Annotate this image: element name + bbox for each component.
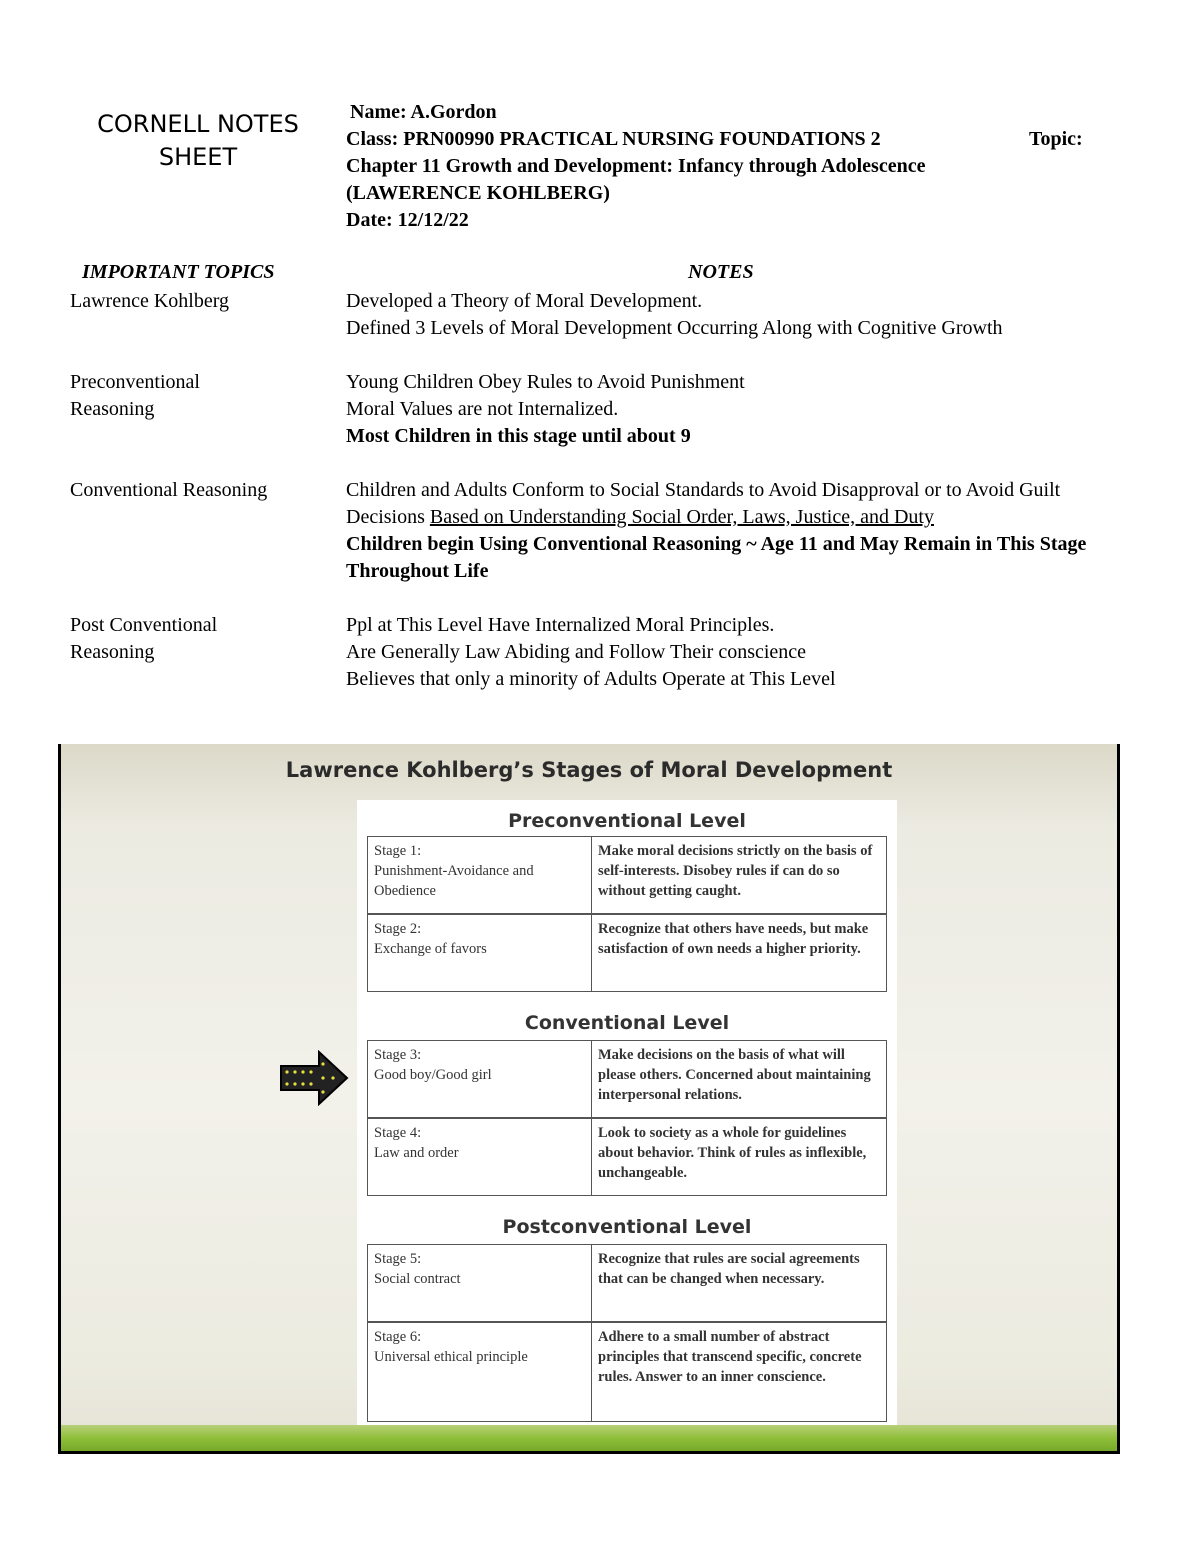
section-notes [346,477,1116,585]
sheet-title [70,108,326,174]
note-line: Developed a Theory of Moral Development. [346,290,703,312]
stage-number: Stage 4: [374,1125,422,1141]
stage-row [367,1244,887,1322]
note-line: Are Generally Law Abiding and Follow Their conscience [346,641,807,663]
stage-description: Make moral decisions strictly on the basis of self-interests. Disobey rules if can do so without getting caught. [598,843,873,899]
topic-line: Lawrence Kohlberg [70,290,230,312]
stage-name: Social contract [374,1271,461,1287]
arrow-right-icon [279,1050,349,1106]
stage-description: Recognize that rules are social agreements that can be changed when necessary. [598,1251,860,1287]
level-heading: Postconventional Level [502,1216,752,1238]
note-underlined: Based on Understanding Social Order, Laws, Justice, and Duty [429,506,934,528]
section-topic [70,288,325,315]
stage-number: Stage 1: [374,843,422,859]
stage-name-cell [368,1119,592,1195]
stage-name: Good boy/Good girl [374,1067,492,1083]
stage-row [367,1118,887,1196]
topic-line: Post Conventional [70,614,218,636]
stage-number: Stage 3: [374,1047,422,1063]
section-topic [70,477,325,504]
stage-description: Look to society as a whole for guidelines about behavior. Think of rules as inflexible, unchangeable. [598,1125,867,1181]
student-name: Name: A.Gordon [350,101,497,123]
subject-name: (LAWERENCE KOHLBERG) [346,182,610,204]
note-line: Young Children Obey Rules to Avoid Punishment [346,371,745,393]
section-notes [346,612,1116,693]
topic-line: Preconventional [70,371,200,393]
stage-name-cell [368,1245,592,1321]
section-kohlberg [0,288,1200,342]
topic-line: Conventional Reasoning [70,479,268,501]
stage-name: Universal ethical principle [374,1349,528,1365]
stage-name: Punishment-Avoidance and Obedience [374,863,534,899]
stage-row [367,1322,887,1422]
section-notes [346,369,1116,450]
section-postconventional [0,612,1200,693]
sheet-title-line2: SHEET [158,143,238,171]
stage-number: Stage 2: [374,921,422,937]
notes-body [0,288,1200,720]
section-notes [346,288,1116,342]
stage-number: Stage 5: [374,1251,422,1267]
stage-name: Law and order [374,1145,459,1161]
header-info [346,99,1126,234]
note-line: Defined 3 Levels of Moral Development Occurring Along with Cognitive Growth [346,317,1003,339]
stage-name-cell [368,1041,592,1117]
section-preconventional [0,369,1200,450]
section-topic [70,369,325,423]
note-line: Children and Adults Conform to Social Standards to Avoid Disapproval or to Avoid Guilt [346,479,1061,501]
note-line: Ppl at This Level Have Internalized Moral Principles. [346,614,775,636]
note-line: Believes that only a minority of Adults Operate at This Level [346,668,836,690]
topic-line: Reasoning [70,641,155,663]
chapter-title: Chapter 11 Growth and Development: Infancy through Adolescence [346,155,926,177]
figure-title: Lawrence Kohlberg’s Stages of Moral Development [285,758,893,782]
stage-name-cell [368,837,592,913]
stage-description: Make decisions on the basis of what will please others. Concerned about maintaining interpersonal relations. [598,1047,871,1103]
important-topics-heading: IMPORTANT TOPICS [82,261,275,283]
level-heading: Preconventional Level [508,810,746,832]
note-line-bold: Most Children in this stage until about 9 [346,425,691,447]
section-conventional [0,477,1200,585]
topic-line: Reasoning [70,398,155,420]
stage-description: Recognize that others have needs, but make satisfaction of own needs a higher priority. [598,921,869,957]
stage-name: Exchange of favors [374,941,487,957]
level-heading: Conventional Level [524,1012,730,1034]
note-line [346,504,1116,531]
stage-row [367,914,887,992]
note-prefix: Decisions [346,506,430,528]
sheet-title-line1: CORNELL NOTES [97,110,299,138]
stage-name-cell [368,1323,592,1421]
date-field: Date: 12/12/22 [346,209,469,231]
notes-heading: NOTES [688,261,754,283]
stages-panel [357,800,897,1426]
stage-number: Stage 6: [374,1329,422,1345]
stage-name-cell [368,915,592,991]
kohlberg-stages-figure [58,744,1120,1454]
note-line: Moral Values are not Internalized. [346,398,619,420]
grass-border [61,1425,1117,1451]
stage-description: Adhere to a small number of abstract principles that transcend specific, concrete rules. Answer to an inner conscience. [598,1329,862,1385]
stage-row [367,1040,887,1118]
note-line-bold: Children begin Using Conventional Reasoning ~ Age 11 and May Remain in This Stage Throughout Life [346,533,1087,582]
topic-label: Topic: [1029,128,1083,150]
section-topic [70,612,325,666]
class-name: Class: PRN00990 PRACTICAL NURSING FOUNDATIONS 2 [346,128,881,150]
stage-row [367,836,887,914]
